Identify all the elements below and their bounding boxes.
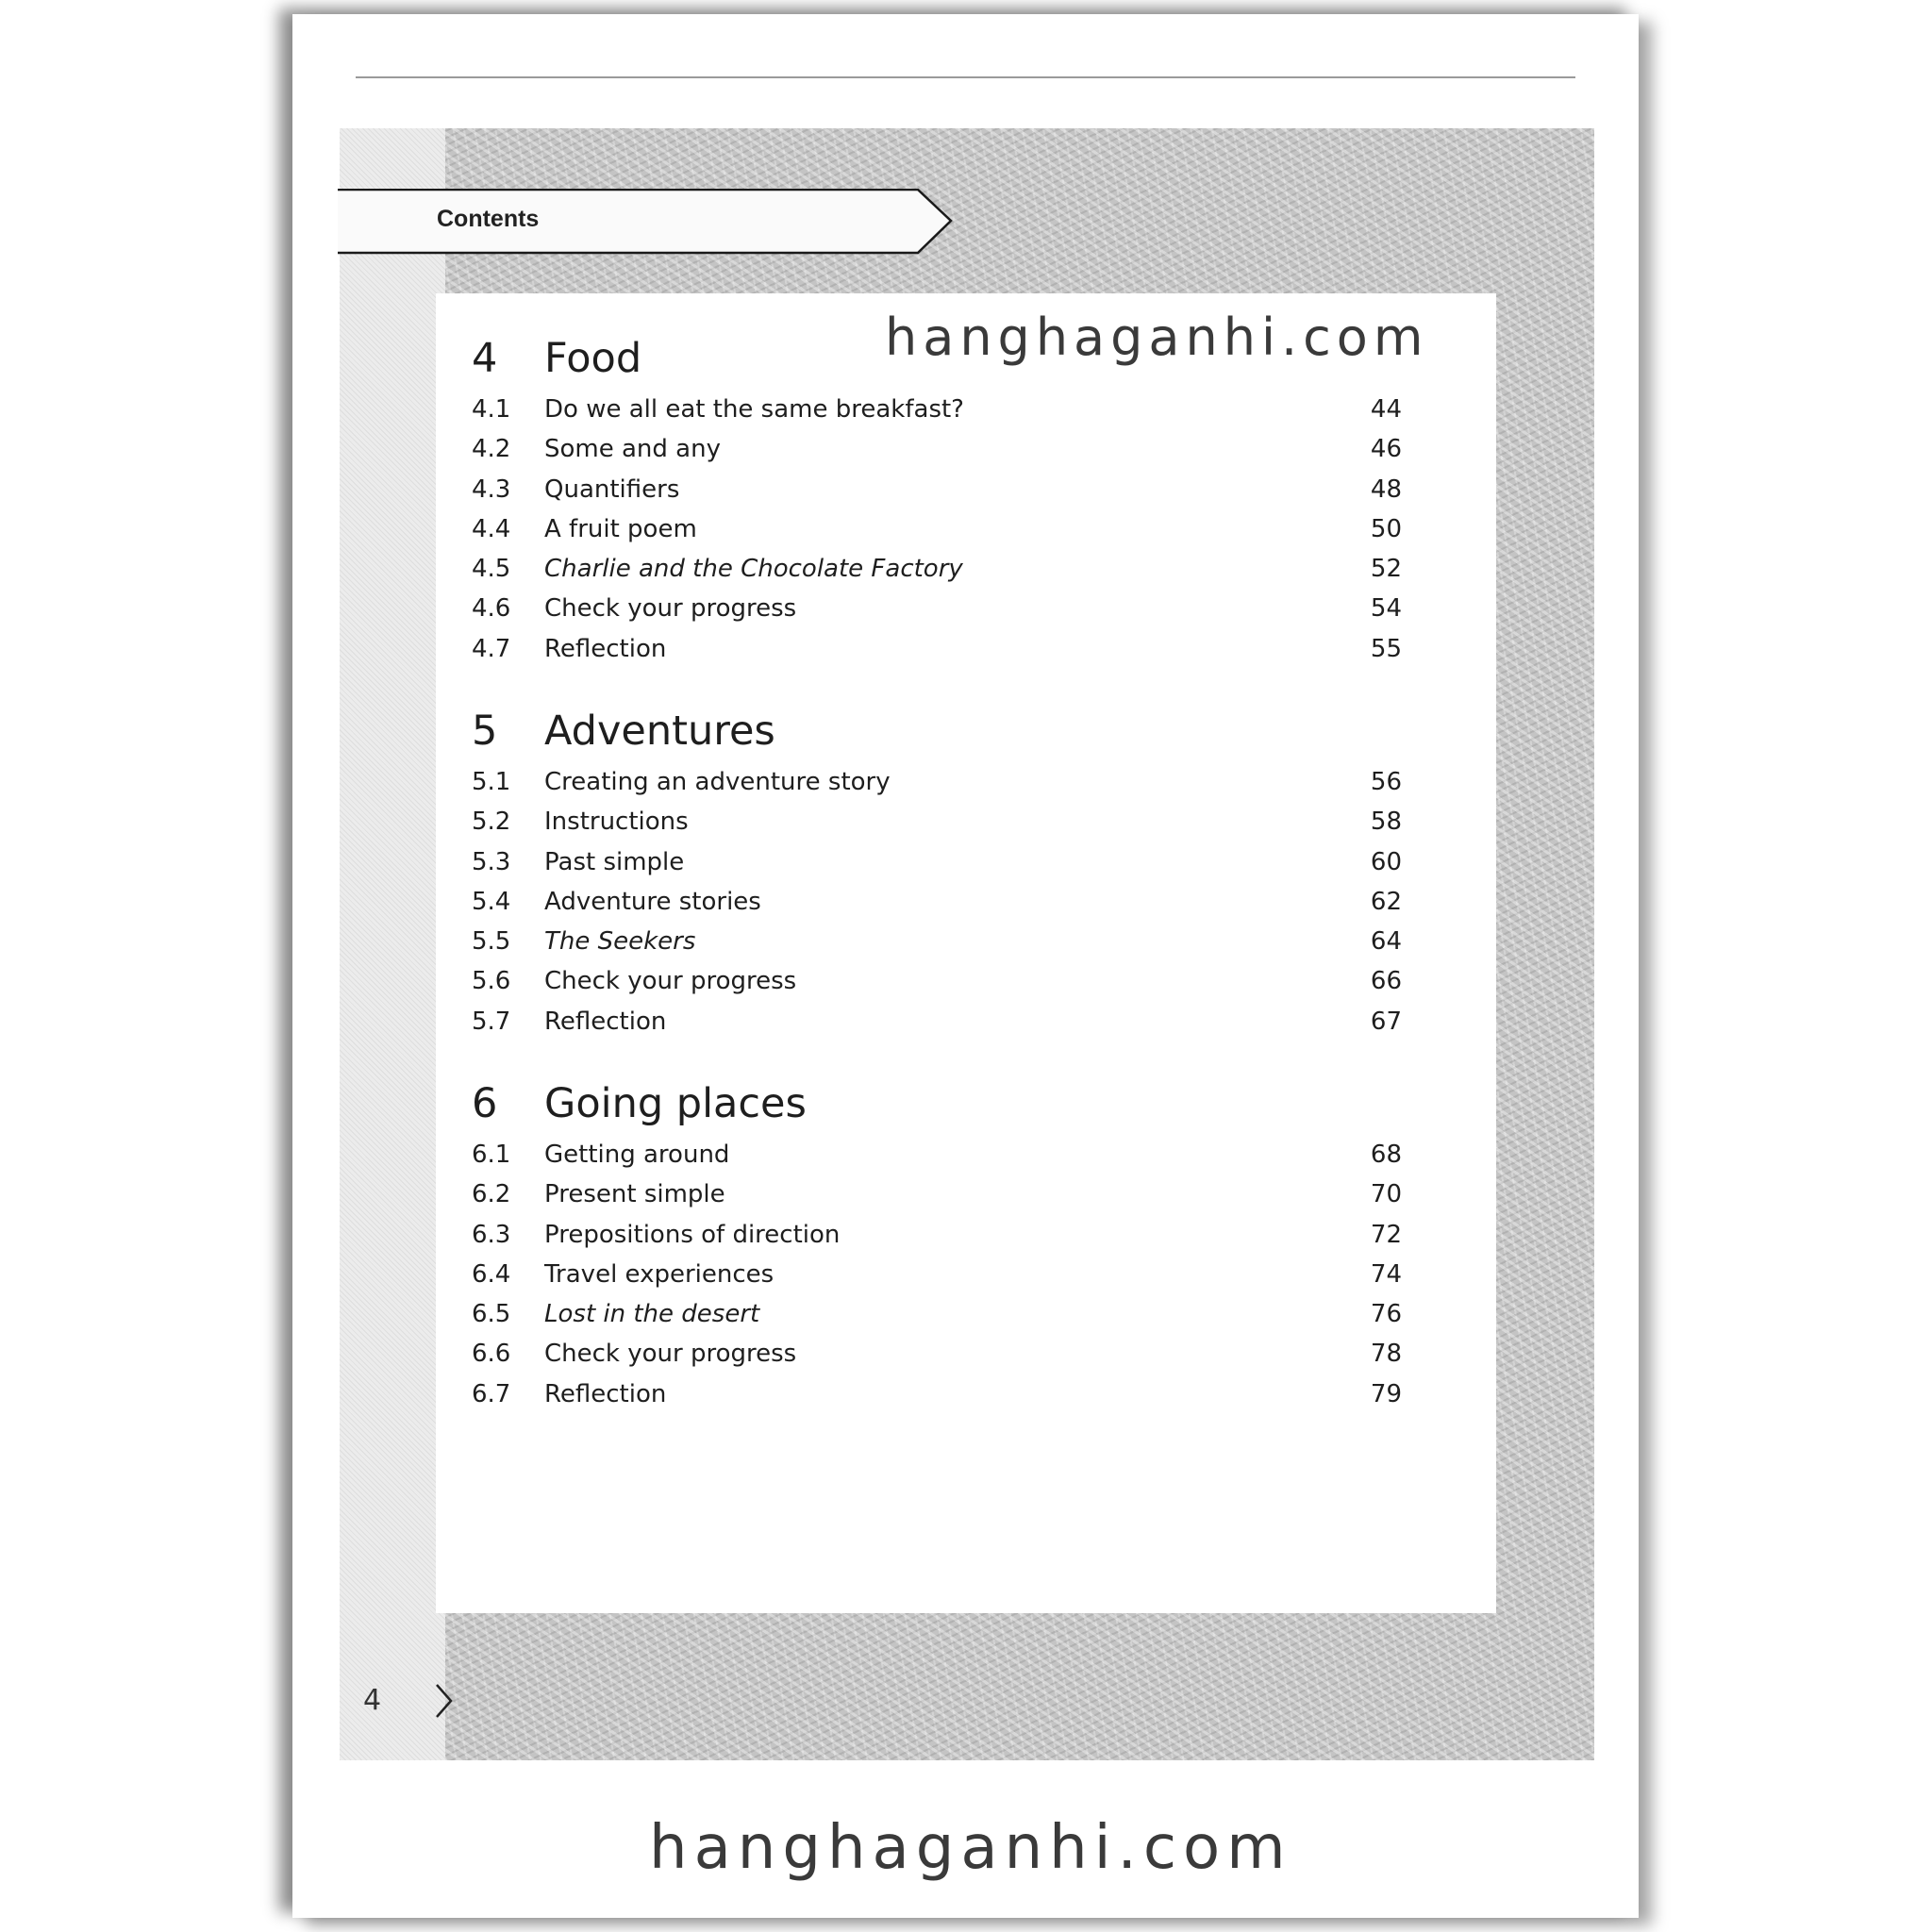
- chapter-title: Food: [544, 335, 642, 382]
- section-title: Reflection: [544, 1379, 667, 1408]
- section-title: The Seekers: [544, 927, 696, 957]
- section-title: Check your progress: [544, 1340, 797, 1369]
- page-ref: 58: [1370, 808, 1402, 837]
- page-ref: 70: [1370, 1180, 1402, 1209]
- section-title: Adventure stories: [544, 887, 761, 916]
- section-number: 4.3: [472, 475, 511, 504]
- section-title: Lost in the desert: [544, 1300, 760, 1329]
- section-number: 6.6: [472, 1340, 511, 1369]
- toc-row[interactable]: [436, 762, 1496, 802]
- chapter-number: 5: [472, 708, 498, 755]
- page-ref: 62: [1370, 887, 1402, 916]
- page-ref: 78: [1370, 1340, 1402, 1369]
- chapter-heading: [436, 708, 1496, 762]
- watermark-top: hanghaganhi.com: [885, 308, 1429, 367]
- section-number: 6.4: [472, 1259, 511, 1289]
- page-ref: 72: [1370, 1220, 1402, 1249]
- page-ref: 68: [1370, 1141, 1402, 1169]
- section-title: A fruit poem: [544, 514, 697, 543]
- header-rule: [356, 76, 1575, 78]
- toc-row[interactable]: [436, 1294, 1496, 1334]
- chapter-5: [436, 708, 1496, 1041]
- page-ref: 79: [1370, 1379, 1402, 1408]
- toc-row[interactable]: [436, 1334, 1496, 1374]
- section-title: Do we all eat the same breakfast?: [544, 395, 964, 424]
- page-ref: 67: [1370, 1007, 1402, 1036]
- section-number: 5.3: [472, 847, 511, 876]
- toc-row[interactable]: [436, 470, 1496, 509]
- section-number: 6.7: [472, 1379, 511, 1408]
- page-ref: 50: [1370, 514, 1402, 543]
- toc-row[interactable]: [436, 882, 1496, 922]
- page-ref: 76: [1370, 1300, 1402, 1329]
- section-number: 6.3: [472, 1220, 511, 1249]
- chapter-title: Adventures: [544, 708, 775, 755]
- section-title: Check your progress: [544, 967, 797, 996]
- chapter-number: 6: [472, 1080, 498, 1127]
- toc-row[interactable]: [436, 1374, 1496, 1414]
- section-title: Reflection: [544, 1007, 667, 1036]
- page-ref: 44: [1370, 395, 1402, 424]
- toc-row[interactable]: [436, 509, 1496, 549]
- section-title: Travel experiences: [544, 1259, 774, 1289]
- section-title: Charlie and the Chocolate Factory: [544, 555, 963, 584]
- toc-row[interactable]: [436, 961, 1496, 1001]
- toc-row[interactable]: [436, 589, 1496, 628]
- section-number: 5.7: [472, 1007, 511, 1036]
- section-number: 5.2: [472, 808, 511, 837]
- section-title: Quantifiers: [544, 475, 680, 504]
- page-ref: 66: [1370, 967, 1402, 996]
- watermark-bottom: hanghaganhi.com: [649, 1813, 1292, 1883]
- section-number: 4.6: [472, 594, 511, 624]
- banner-arrow-shape: [338, 189, 960, 255]
- section-title: Prepositions of direction: [544, 1220, 841, 1249]
- toc-row[interactable]: [436, 1255, 1496, 1294]
- section-number: 4.1: [472, 395, 511, 424]
- chapter-4: [436, 335, 1496, 669]
- section-title: Present simple: [544, 1180, 725, 1209]
- toc-row[interactable]: [436, 390, 1496, 429]
- section-title: Getting around: [544, 1141, 730, 1169]
- section-title: Check your progress: [544, 594, 797, 624]
- section-label: Contents: [437, 206, 540, 232]
- toc-row[interactable]: [436, 1215, 1496, 1255]
- section-title: Past simple: [544, 847, 685, 876]
- toc-row[interactable]: [436, 629, 1496, 669]
- section-title: Creating an adventure story: [544, 768, 891, 796]
- section-number: 5.4: [472, 887, 511, 916]
- toc-row[interactable]: [436, 1002, 1496, 1041]
- section-number: 5.6: [472, 967, 511, 996]
- section-title: Reflection: [544, 634, 667, 663]
- page-ref: 46: [1370, 435, 1402, 464]
- section-number: 4.5: [472, 555, 511, 584]
- section-number: 6.5: [472, 1300, 511, 1329]
- page-number: 4: [363, 1684, 382, 1717]
- section-number: 5.1: [472, 768, 511, 796]
- textured-margin-strip: [340, 128, 445, 1760]
- section-number: 4.2: [472, 435, 511, 464]
- section-title: Some and any: [544, 435, 721, 464]
- toc-row[interactable]: [436, 1135, 1496, 1174]
- page-ref: 56: [1370, 768, 1402, 796]
- page-ref: 52: [1370, 555, 1402, 584]
- page-ref: 64: [1370, 927, 1402, 957]
- toc-row[interactable]: [436, 842, 1496, 882]
- toc-row[interactable]: [436, 429, 1496, 469]
- section-title: Instructions: [544, 808, 689, 837]
- section-number: 4.7: [472, 634, 511, 663]
- section-number: 4.4: [472, 514, 511, 543]
- chapter-number: 4: [472, 335, 498, 382]
- toc-row[interactable]: [436, 922, 1496, 961]
- page-ref: 48: [1370, 475, 1402, 504]
- toc-row[interactable]: [436, 1174, 1496, 1214]
- page-ref: 74: [1370, 1259, 1402, 1289]
- chapter-title: Going places: [544, 1080, 807, 1127]
- chapter-6: [436, 1080, 1496, 1414]
- toc-row[interactable]: [436, 802, 1496, 841]
- page-ref: 60: [1370, 847, 1402, 876]
- chapter-heading: [436, 1080, 1496, 1135]
- toc-row[interactable]: [436, 549, 1496, 589]
- contents-banner: [338, 189, 960, 255]
- section-number: 5.5: [472, 927, 511, 957]
- section-number: 6.2: [472, 1180, 511, 1209]
- page-ref: 55: [1370, 634, 1402, 663]
- section-number: 6.1: [472, 1141, 511, 1169]
- contents-panel: [436, 293, 1496, 1613]
- page-ref: 54: [1370, 594, 1402, 624]
- chevron-right-icon: [434, 1682, 455, 1724]
